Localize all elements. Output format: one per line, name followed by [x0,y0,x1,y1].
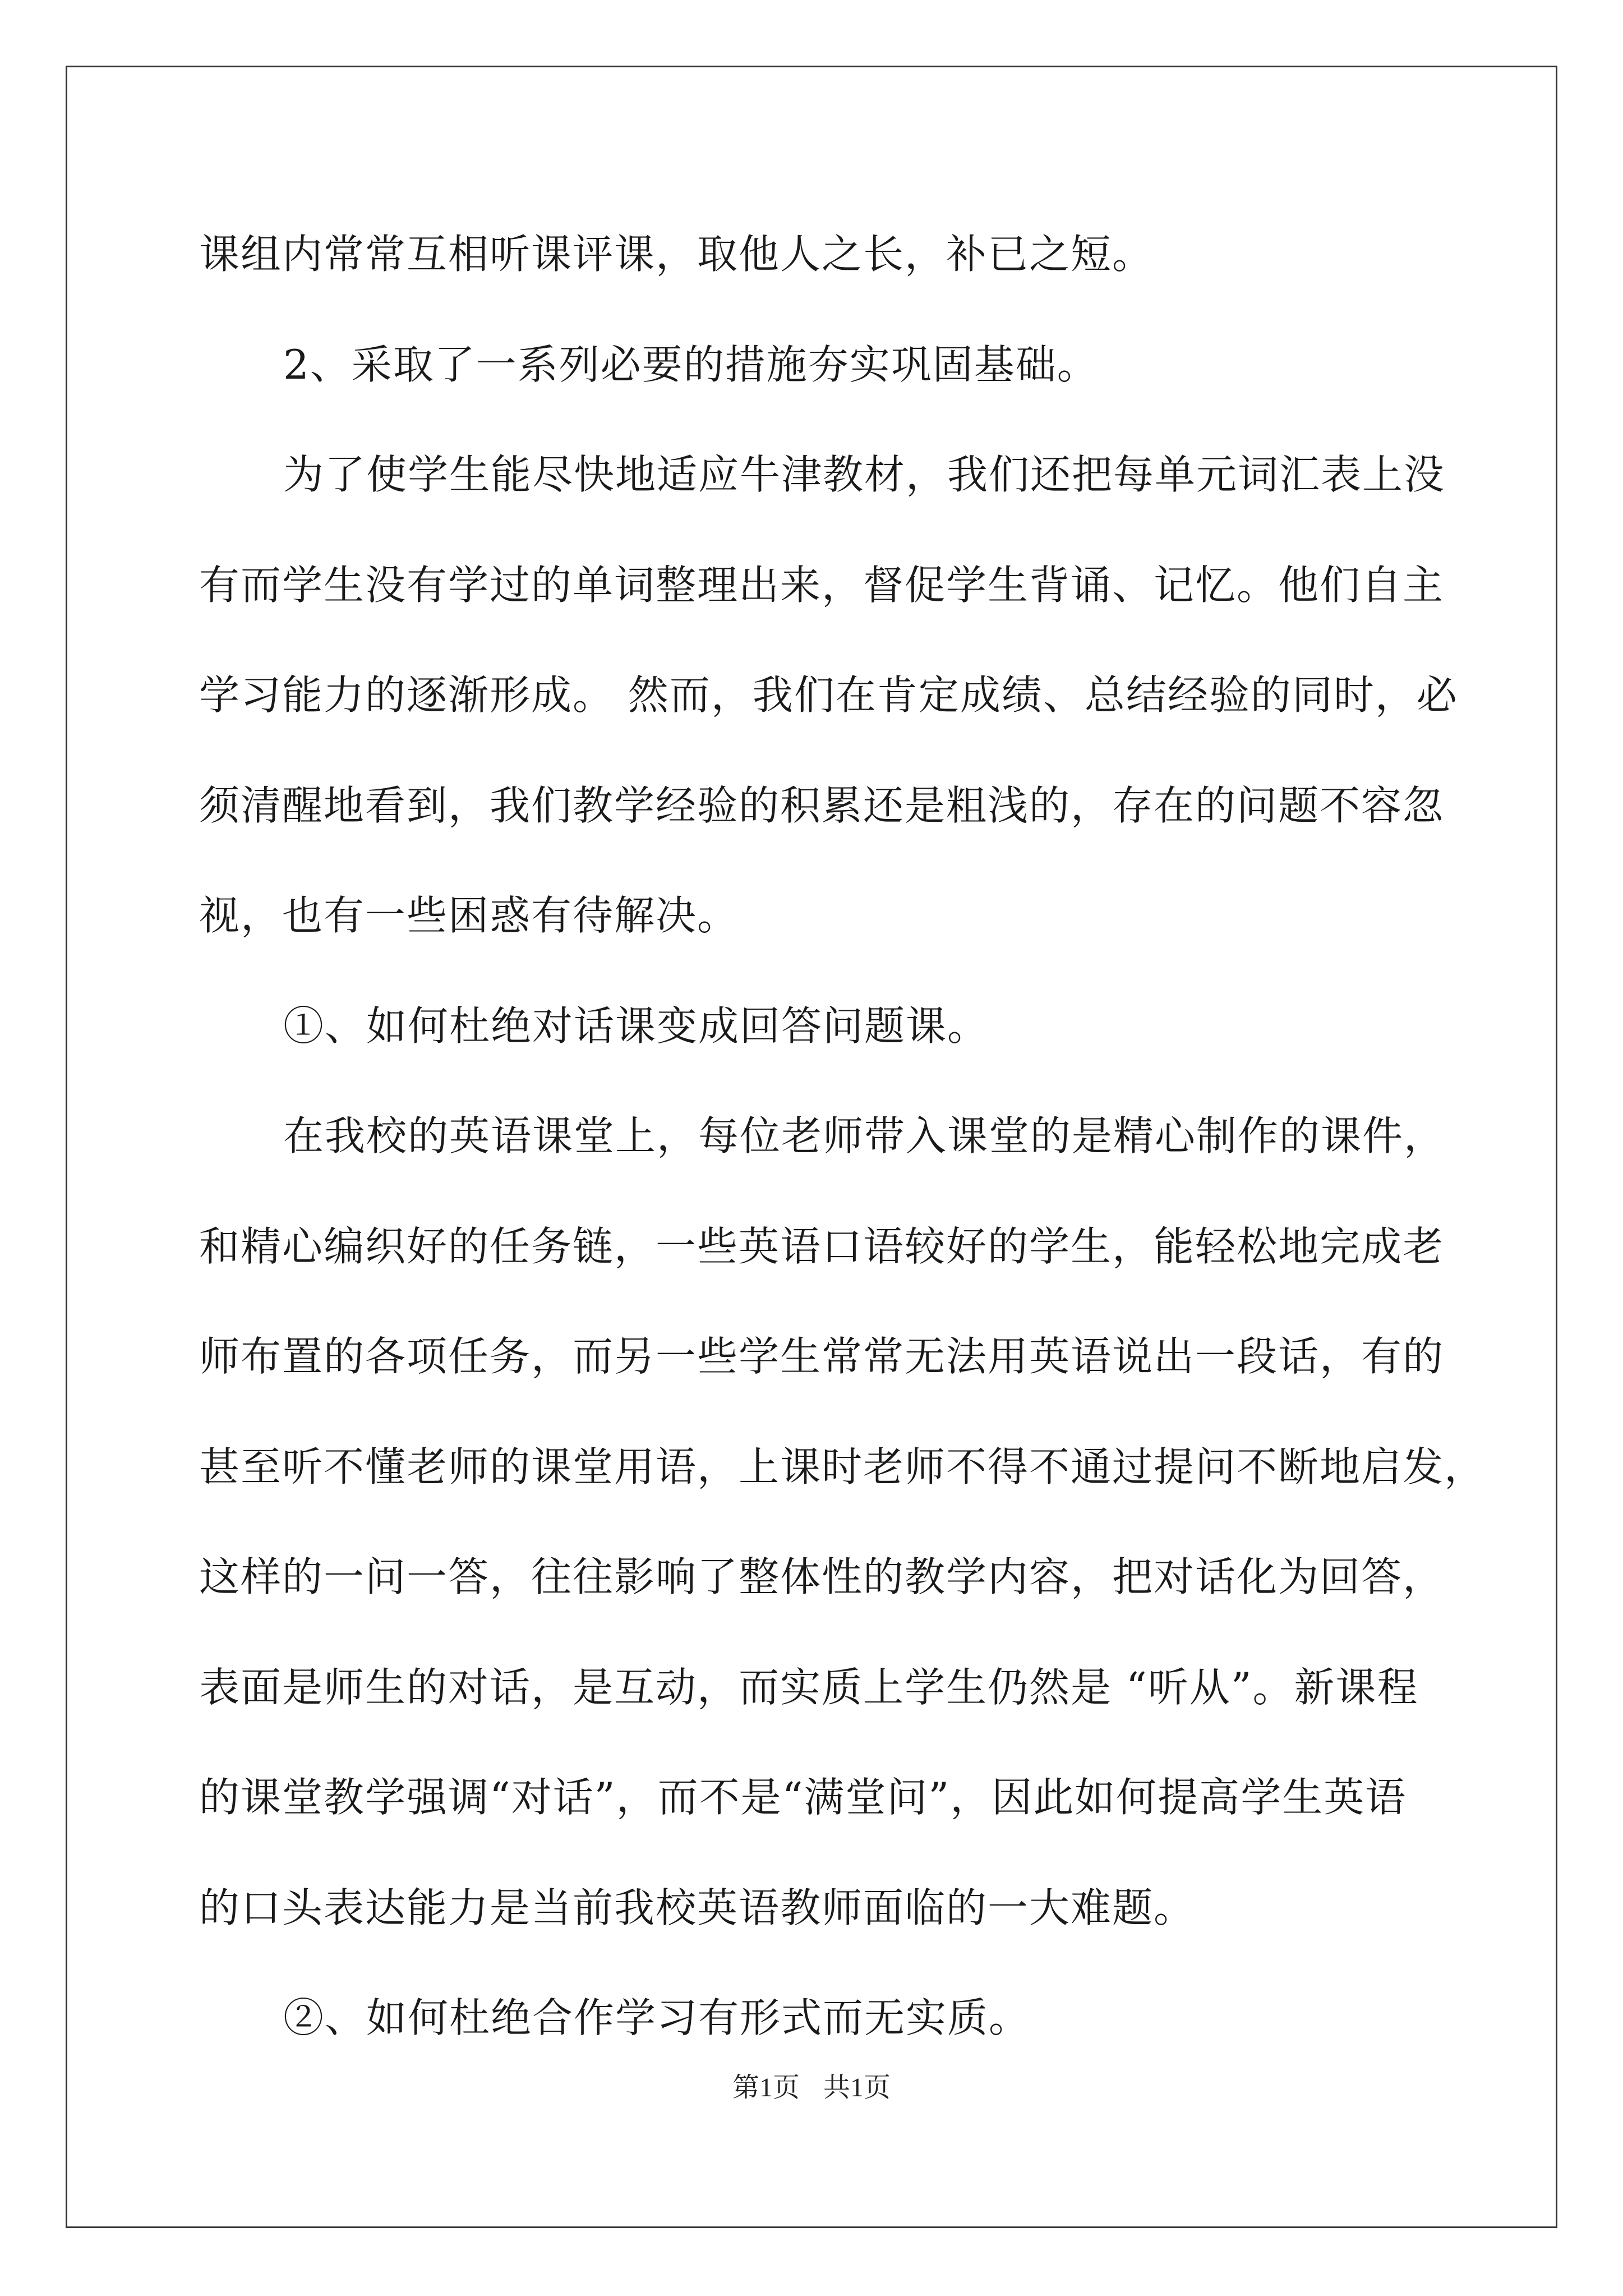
text-line: 师布置的各项任务，而另一些学生常常无法用英语说出一段话，有的 [199,1333,1445,1380]
text-line: 甚至听不懂老师的课堂用语，上课时老师不得不通过提问不断地启发， [199,1443,1486,1490]
text-line: 为了使学生能尽快地适应牛津教材，我们还把每单元词汇表上没 [283,451,1446,498]
text-line: ①、如何杜绝对话课变成回答问题课。 [283,1002,989,1050]
text-line: 这样的一问一答，往往影响了整体性的教学内容，把对话化为回答， [199,1553,1445,1600]
text-line: ②、如何杜绝合作学习有形式而无实质。 [283,1994,1031,2041]
text-line: 的口头表达能力是当前我校英语教师面临的一大难题。 [199,1884,1196,1931]
text-line: 视，也有一些困惑有待解决。 [199,892,739,939]
text-line: 的课堂教学强调“对话”，而不是“满堂问”，因此如何提高学生英语 [199,1774,1407,1821]
text-line: 有而学生没有学过的单词整理出来，督促学生背诵、记忆。他们自主 [199,561,1445,609]
text-line: 在我校的英语课堂上，每位老师带入课堂的是精心制作的课件， [283,1112,1446,1159]
text-line: 2、采取了一系列必要的措施夯实巩固基础。 [283,341,1099,388]
text-line: 课组内常常互相听课评课，取他人之长，补已之短。 [199,231,1154,278]
text-line: 表面是师生的对话，是互动，而实质上学生仍然是 “听从”。新课程 [199,1663,1419,1711]
text-line: 和精心编织好的任务链，一些英语口语较好的学生，能轻松地完成老 [199,1222,1445,1270]
text-line: 须清醒地看到，我们教学经验的积累还是粗浅的，存在的问题不容忽 [199,781,1445,829]
document-body [199,199,1486,2073]
text-line: 学习能力的逐渐形成。 然而，我们在肯定成绩、总结经验的同时，必 [199,671,1458,719]
page-footer: 第1页 共1页 [732,2073,891,2102]
